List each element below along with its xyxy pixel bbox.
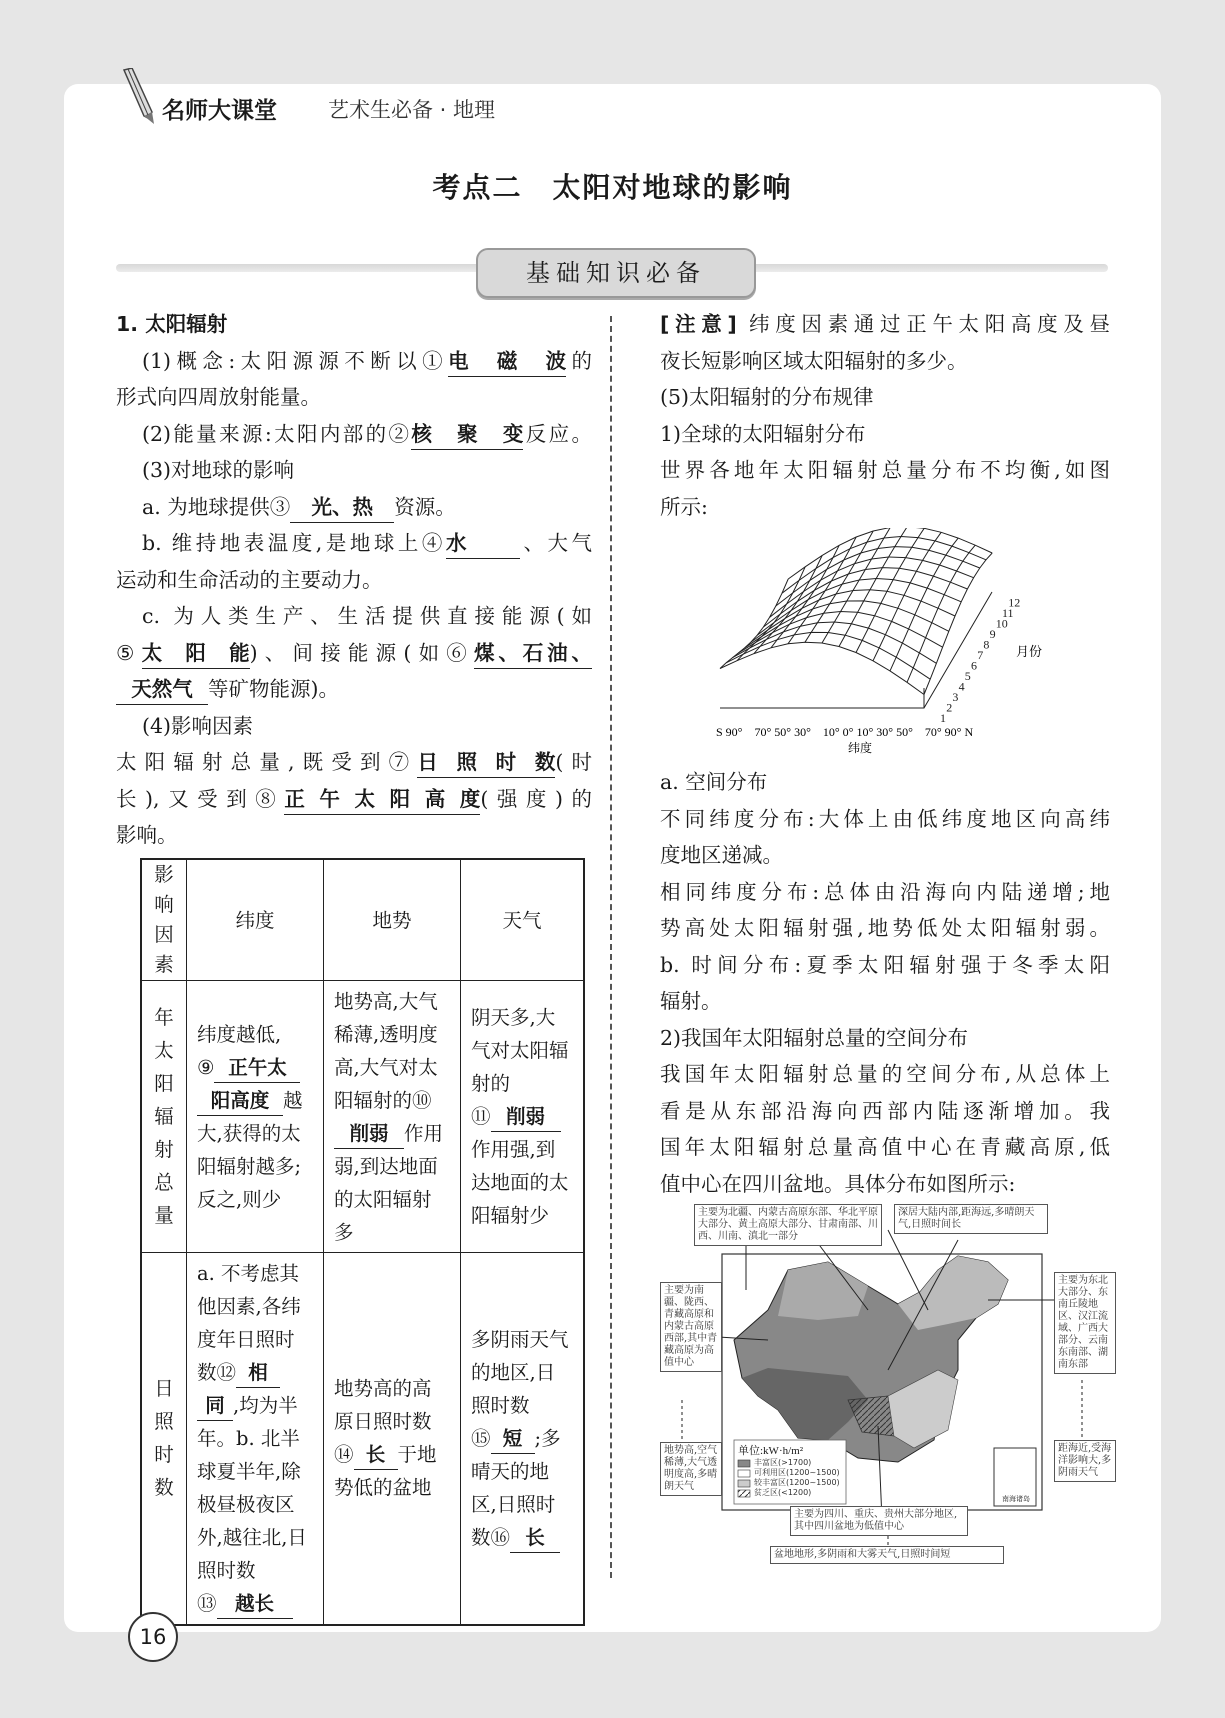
latitude-axis-ticks: S 90° 70° 50° 30° 10° 0° 10° 30° 50° 70° 90° N — [716, 725, 974, 739]
map-legend — [754, 1458, 840, 1498]
table-header-terrain: 地势 — [324, 859, 461, 981]
legend-item: 贫乏区(<1200) — [754, 1488, 812, 1497]
month-tick-label: 11 — [1002, 606, 1014, 620]
surface-latitude-line — [720, 579, 788, 669]
map-label-top-left: 主要为北疆、内蒙古高原东部、华北平原大部分、黄土高原大部分、甘肃南部、川西、川南、滇北一部分 — [694, 1204, 882, 1246]
spatial-text-2: 相同纬度分布:总体由沿海向内陆递增;地 — [660, 879, 1110, 904]
month-tick-label: 9 — [989, 627, 996, 641]
table-row-sunshine — [141, 1253, 584, 1625]
month-tick-label: 6 — [971, 658, 977, 673]
china-heading: 2)我国年太阳辐射总量的空间分布 — [660, 1025, 969, 1050]
legend-item: 丰富区(>1700) — [754, 1458, 812, 1467]
answer-blank-10: 削弱 — [334, 1120, 404, 1149]
table-row-radiation — [141, 981, 584, 1253]
section-title: 考点二 太阳对地球的影响 — [432, 171, 793, 204]
surface-latitude-line — [754, 555, 822, 653]
answer-blank-11: 削弱 — [491, 1103, 561, 1132]
month-tick-label: 1 — [940, 711, 946, 725]
month-tick-label: 5 — [964, 669, 971, 683]
month-tick-label: 12 — [1008, 595, 1021, 610]
factor-heading: (4)影响因素 — [142, 713, 254, 738]
surface-latitude-line — [822, 528, 890, 643]
answer-blank-9b: 阳高度 — [197, 1087, 283, 1116]
map-label-left: 主要为南疆、陇西、青藏高原和内蒙古高原西部,其中青藏高原为高值中心 — [660, 1282, 722, 1372]
cell-sunshine-latitude: a. 不考虑其他因素,各纬度年日照时数⑫ 相 同 ,均为半年。b. 北半球夏半年,除极昼极夜区外,越往北,日照时数 ⑬ 越长 — [187, 1253, 324, 1625]
month-tick-label: 8 — [983, 637, 990, 652]
cell-radiation-terrain: 地势高,大气稀薄,透明度高,大气对太阳辐射的⑩ 削弱 作用弱,到达地面的太阳辐射多 — [324, 981, 461, 1253]
effect-a: a. 为地球提供③ 光、热 资源。 — [116, 489, 592, 526]
factor-line-2: 长),又受到⑧正午太阳高度(强度)的 — [116, 781, 592, 818]
answer-blank-2: 核聚变 — [411, 419, 523, 450]
answer-blank-3: 光、热 — [290, 492, 394, 523]
concept-line-2: 形式向四周放射能量。 — [116, 385, 321, 409]
concept-line: (1)概念:太阳源源不断以①电磁波的 — [116, 343, 592, 380]
spatial-heading: a. 空间分布 — [660, 770, 768, 794]
global-radiation-3d-figure — [712, 528, 1064, 758]
effect-b: b. 维持地表温度,是地球上④水 、大气 — [116, 525, 592, 562]
global-heading: 1)全球的太阳辐射分布 — [660, 421, 866, 446]
answer-blank-5: 太阳能 — [142, 638, 250, 669]
cell-sunshine-terrain: 地势高的高原日照时数 ⑭ 长 于地势低的盆地 — [324, 1253, 461, 1625]
map-label-right-bottom: 距海近,受海洋影响大,多阴雨天气 — [1054, 1440, 1116, 1482]
answer-blank-8: 正午太阳高度 — [284, 784, 480, 815]
legend-item: 可利用区(1200~1500) — [754, 1468, 840, 1477]
page-number: 16 — [128, 1612, 178, 1662]
temporal-text: b. 时间分布:夏季太阳辐射强于冬季太阳 — [660, 952, 1110, 977]
series-title: 艺术生必备 · 地理 — [328, 98, 496, 122]
spatial-text-1: 不同纬度分布:大体上由低纬度地区向高纬 — [660, 806, 1110, 831]
temporal-text-2: 辐射。 — [660, 989, 722, 1013]
right-column-lower — [660, 764, 1110, 1202]
china-text-3: 国年太阳辐射总量高值中心在青藏高原,低 — [660, 1135, 1110, 1159]
map-label-right: 主要为东北大部分、东南丘陵地区、汉江流域、广西大部分、云南东南部、湖南东部 — [1054, 1272, 1116, 1374]
answer-blank-4: 水 — [446, 528, 520, 559]
pencil-icon — [118, 68, 158, 128]
cell-radiation-latitude: 纬度越低, ⑨ 正午太 阳高度 越 大,获得的太阳辐射越多;反之,则少 — [187, 981, 324, 1253]
effect-heading: (3)对地球的影响 — [142, 458, 295, 482]
section-banner: 基础知识必备 — [476, 248, 756, 298]
factor-line: 太阳辐射总量,既受到⑦日照时数(时 — [116, 744, 592, 781]
surface-base — [720, 592, 992, 708]
month-tick-label: 2 — [946, 700, 953, 715]
heading-solar-radiation: 1. 太阳辐射 — [116, 312, 228, 336]
china-radiation-map — [658, 1200, 1116, 1566]
month-tick-label: 10 — [995, 616, 1008, 631]
china-text-2: 看是从东部沿海向西部内陆逐渐增加。我 — [660, 1098, 1110, 1123]
factor-line-3: 影响。 — [116, 823, 178, 847]
effect-c: c. 为人类生产、生活提供直接能源(如 — [142, 604, 592, 628]
map-label-bottom: 主要为四川、重庆、贵州大部分地区,其中四川盆地为低值中心 — [790, 1506, 968, 1536]
column-divider — [610, 316, 612, 1578]
china-text-1: 我国年太阳辐射总量的空间分布,从总体上 — [660, 1062, 1110, 1086]
cell-sunshine-weather: 多阴雨天气的地区,日照时数 ⑮ 短 ;多晴天的地区,日照时数⑯ 长 — [461, 1253, 585, 1625]
table-header-weather: 天气 — [461, 859, 585, 981]
answer-blank-1: 电磁波 — [448, 346, 566, 377]
global-text-2: 所示: — [660, 494, 708, 519]
note-line: [注意] 纬度因素通过正午太阳高度及昼 — [660, 312, 1110, 336]
map-label-bottom-2: 盆地地形,多阴雨和大雾天气,日照时间短 — [770, 1546, 1004, 1564]
answer-blank-12b: 同 — [197, 1392, 233, 1421]
answer-blank-9: 正午太 — [214, 1054, 300, 1083]
answer-blank-6: 煤、石油、 — [474, 638, 592, 669]
brand-name: 名师大课堂 — [162, 98, 277, 124]
china-text-4: 值中心在四川盆地。具体分布如图所示: — [660, 1171, 1016, 1196]
row-head-radiation: 年太阳辐射总量 — [141, 981, 187, 1253]
effect-c-3: 天然气 等矿物能源)。 — [116, 671, 592, 708]
factor-table — [140, 858, 585, 1626]
right-column — [660, 306, 1110, 525]
distribution-heading: (5)太阳辐射的分布规律 — [660, 385, 874, 409]
answer-blank-16: 长 — [510, 1524, 560, 1553]
left-column — [116, 306, 592, 854]
cell-radiation-weather: 阴天多,大气对太阳辐射的 ⑪ 削弱 作用强,到达地面的太阳辐射少 — [461, 981, 585, 1253]
map-label-left-bottom: 地势高,空气稀薄,大气透明度高,多晴朗天气 — [660, 1442, 722, 1496]
answer-blank-7: 日照时数 — [417, 747, 555, 778]
surface-latitude-line — [839, 528, 907, 647]
spatial-text-1b: 度地区递减。 — [660, 843, 783, 867]
legend-item: 较丰富区(1200~1500) — [754, 1478, 840, 1487]
table-header-factor: 影响因素 — [141, 859, 187, 981]
month-axis-label: 月份 — [1016, 644, 1043, 659]
effect-c-2: ⑤太阳能)、间接能源(如⑥煤、石油、 — [116, 635, 592, 672]
answer-blank-14: 长 — [354, 1441, 398, 1470]
map-label-top-right: 深居大陆内部,距海远,多晴朗天气,日照时间长 — [894, 1204, 1048, 1234]
surface-latitude-line — [788, 537, 856, 644]
global-text: 世界各地年太阳辐射总量分布不均衡,如图 — [660, 458, 1110, 482]
surface-latitude-line — [805, 531, 873, 642]
surface-month-line — [720, 642, 924, 694]
answer-blank-15: 短 — [491, 1425, 535, 1454]
spatial-text-2b: 势高处太阳辐射强,地势低处太阳辐射弱。 — [660, 916, 1110, 940]
answer-blank-6b: 天然气 — [116, 674, 208, 705]
month-tick-label: 3 — [952, 690, 959, 704]
row-head-sunshine: 日照时数 — [141, 1253, 187, 1625]
month-tick-label: 7 — [977, 648, 984, 662]
table-header-row — [141, 859, 584, 981]
south-sea-inset-label: 南海诸岛 — [1002, 1495, 1030, 1503]
effect-b-2: 运动和生命活动的主要动力。 — [116, 567, 383, 592]
latitude-axis-label: 纬度 — [848, 741, 873, 755]
source-line: (2)能量来源:太阳内部的②核聚变反应。 — [116, 416, 592, 453]
answer-blank-12: 相 — [236, 1359, 280, 1388]
note-line-2: 夜长短影响区域太阳辐射的多少。 — [660, 348, 968, 373]
month-tick-label: 4 — [958, 679, 965, 694]
answer-blank-13: 越长 — [217, 1590, 293, 1619]
table-header-latitude: 纬度 — [187, 859, 324, 981]
legend-title: 单位:kW·h/m² — [738, 1445, 804, 1457]
